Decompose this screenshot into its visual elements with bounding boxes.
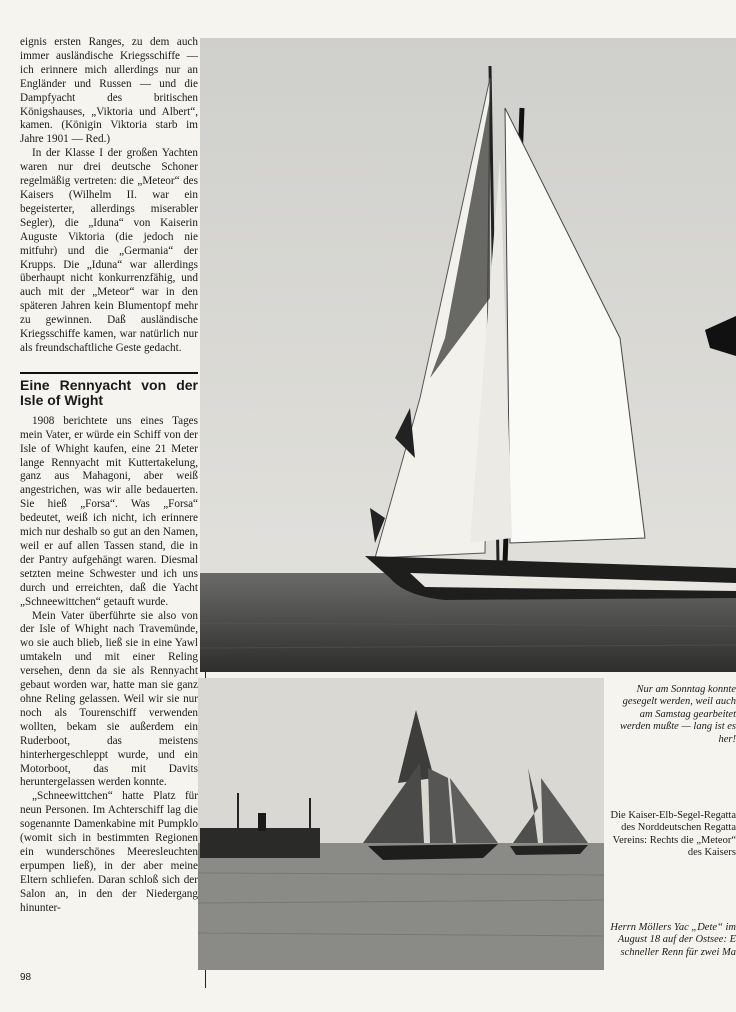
section (20, 372, 198, 916)
page-number: 98 (20, 972, 32, 983)
article-text-column (20, 36, 198, 915)
sailing-yacht-photo (200, 38, 736, 672)
intro-paragraph: eignis ersten Ranges, zu dem auch immer ausländische Kriegsschiffe — ich erinnere mich allerdings nur an Engländer und Russen — und die Dampfyacht des britischen Königshauses, „Viktoria und Albert“, kamen. (Königin Viktoria starb im Jahre 1901 — Red.) (20, 36, 198, 146)
regatta-photo (198, 678, 604, 970)
paragraph: „Schneewittchen“ hatte Platz für neun Personen. Im Achterschiff lag die sogenannte Damenkabine mit Pumpklo (womit sich in bestimmten Regionen ein wunderschönes Meeresleuchten erpumpen ließ), in der aber meine Eltern schliefen. Daran schloß sich der Salon an, in den der Niedergang hinunter- (20, 790, 198, 914)
paragraph: In der Klasse I der großen Yachten waren nur drei deutsche Schoner regelmäßig vertreten: die „Meteor“ des Kaisers (Wilhelm II. war ein begeisterter, allerdings miserabler Segler), die „Iduna“ von Kaiserin Auguste Viktoria (die jedoch nie mitfuhr) und die „Germania“ der Krupps. Die „Iduna“ war allerdings überhaupt nicht konkurrenzfähig, und auch mit der „Meteor“ war in den späteren Jahren kein Blumentopf mehr zu gewinnen. Daß ausländische Kriegsschiffe kamen, war natürlich nur als freundschaftliche Geste gedacht. (20, 147, 198, 354)
paragraph: Mein Vater überführte sie also von der Isle of Whight nach Travemünde, wo sie auch blieb, ließ sie in eine Yawl umtakeln und mit einer Reling versehen, denn da sie als Rennyacht gebaut worden war, hatte man sie ganz ohne Reling gelassen. Weil wir sie nur noch als Tourenschiff verwenden wollten, bekam sie außerdem ein Ruderboot, das meistens hinterhergeschleppt wurde, und ein Motorboot, das mit Davits heruntergelassen werden konnte. (20, 609, 198, 789)
photo-caption: Herrn Möllers Yac „Dete“ im August 18 auf der Ostsee: E schneller Renn für zwei Ma (610, 922, 736, 958)
section-heading: Eine Rennyacht von der Isle of Wight (20, 376, 198, 409)
photo-caption: Nur am Sonntag konnte gesegelt werden, weil auch am Samstag gearbeitet werden mußte — lang ist es her! (620, 684, 736, 745)
photo-caption: Die Kaiser-Elb-Segel-Regatta des Norddeutschen Regatta Vereins: Rechts die „Meteor“ des Kaisers (610, 810, 736, 859)
paragraph: 1908 berichtete uns eines Tages mein Vater, er würde ein Schiff von der Isle of Whight kaufen, eine 21 Meter lange Rennyacht mit Kuttertakelung, ganz aus Mahagoni, aber weiß angestrichen, was wir alle bedauerten. Sie hieß „Forsa“. Was „Forsa“ bedeutet, weiß ich nicht, ich erinnere mich nur deshalb so gut an den Namen, weil er auf allen Tassen stand, die in der Pantry aufgehängt waren. Diesmal setzten meine Schwester und ich uns durch und erreichten, daß die Yacht „Schneewittchen“ getauft wurde. (20, 414, 198, 608)
